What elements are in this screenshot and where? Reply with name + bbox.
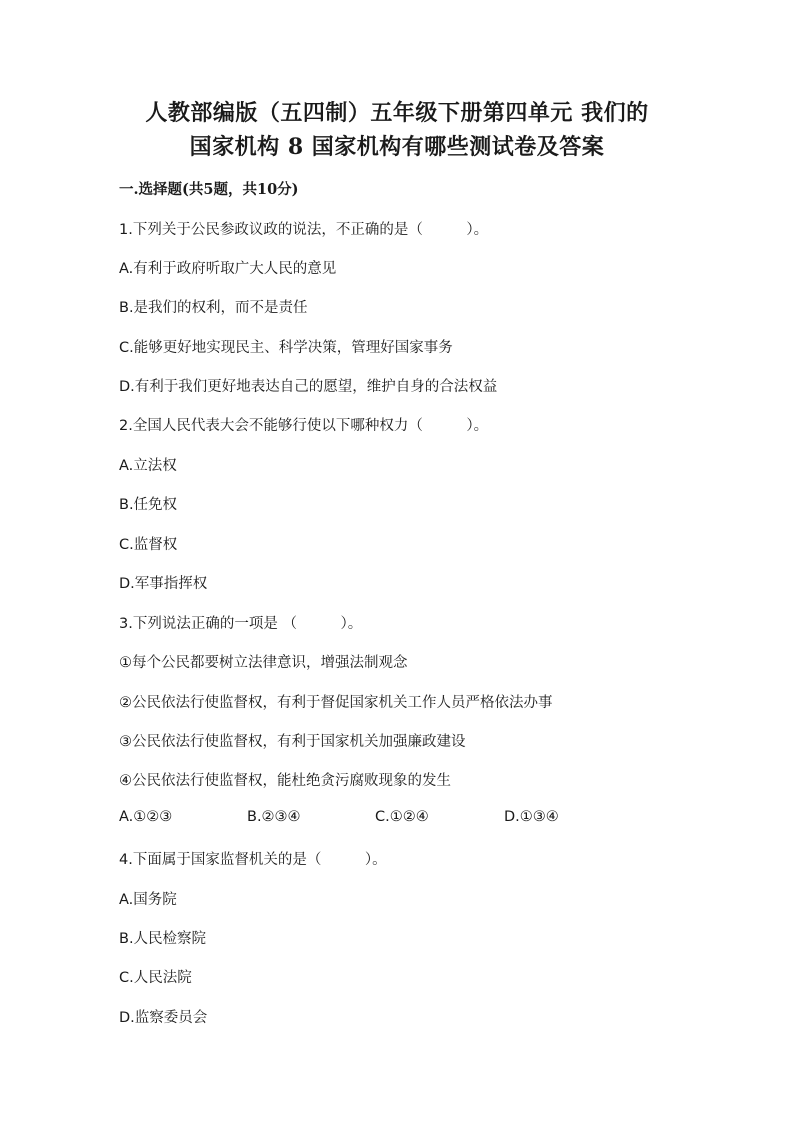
question-3-statement-4: ④公民依法行使监督权，能杜绝贪污腐败现象的发生 (119, 773, 451, 789)
question-3-statement-1: ①每个公民都要树立法律意识，增强法制观念 (119, 655, 408, 671)
question-4-option-a: A.国务院 (119, 892, 177, 908)
question-3-option-c: C.①②④ (375, 809, 429, 825)
question-3-option-d: D.①③④ (504, 809, 559, 825)
question-4-option-c: C.人民法院 (119, 970, 192, 986)
question-3-stem: 3.下列说法正确的一项是 （ ）。 (119, 616, 363, 632)
page-title-line-2: 国家机构 8 国家机构有哪些测试卷及答案 (189, 134, 605, 160)
question-2-option-c: C.监督权 (119, 537, 178, 553)
question-1-option-c: C.能够更好地实现民主、科学决策，管理好国家事务 (119, 340, 453, 356)
question-1-stem: 1.下列关于公民参政议政的说法，不正确的是（ ）。 (119, 222, 489, 238)
question-1-option-b: B.是我们的权利，而不是责任 (119, 300, 308, 316)
question-3-statement-2: ②公民依法行使监督权，有利于督促国家机关工作人员严格依法办事 (119, 695, 553, 711)
question-1-option-a: A.有利于政府听取广大人民的意见 (119, 261, 337, 277)
section-heading: 一.选择题(共5题，共10分) (119, 181, 299, 198)
question-2-option-d: D.军事指挥权 (119, 576, 208, 592)
question-4-stem: 4.下面属于国家监督机关的是（ ）。 (119, 852, 387, 868)
question-2-option-a: A.立法权 (119, 458, 177, 474)
question-1-option-d: D.有利于我们更好地表达自己的愿望，维护自身的合法权益 (119, 379, 498, 395)
question-3-options (119, 809, 679, 831)
page-title-line-1: 人教部编版（五四制）五年级下册第四单元 我们的 (145, 100, 649, 126)
question-4-option-b: B.人民检察院 (119, 931, 207, 947)
question-3-option-a: A.①②③ (119, 809, 173, 825)
question-2-option-b: B.任免权 (119, 497, 178, 513)
question-2-stem: 2.全国人民代表大会不能够行使以下哪种权力（ ）。 (119, 418, 489, 434)
question-3-option-b: B.②③④ (247, 809, 301, 825)
question-3-statement-3: ③公民依法行使监督权，有利于国家机关加强廉政建设 (119, 734, 466, 750)
question-4-option-d: D.监察委员会 (119, 1010, 208, 1026)
